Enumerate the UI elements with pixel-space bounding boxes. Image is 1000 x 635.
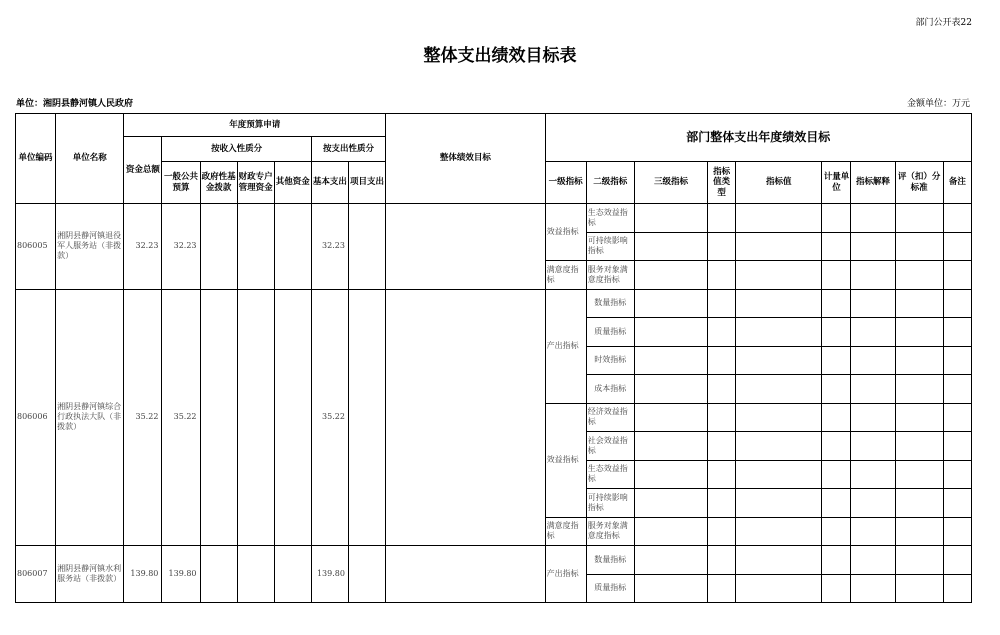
value-cell xyxy=(736,261,822,290)
level3-cell xyxy=(634,489,707,518)
page-title: 整体支出绩效目标表 xyxy=(423,46,577,66)
value-type-cell xyxy=(708,517,736,546)
level3-cell xyxy=(634,375,707,404)
value-cell xyxy=(736,574,822,603)
scoring-cell xyxy=(895,375,943,404)
level2-cell: 生态效益指标 xyxy=(586,204,634,233)
col-special-fund: 财政专户管理资金 xyxy=(237,162,274,204)
special-fund-cell xyxy=(237,289,274,546)
value-cell xyxy=(736,289,822,318)
col-value: 指标值 xyxy=(736,162,822,204)
scoring-cell xyxy=(895,232,943,261)
explanation-cell xyxy=(851,375,895,404)
value-cell xyxy=(736,204,822,233)
level1-cell: 产出指标 xyxy=(545,289,586,403)
remark-cell xyxy=(943,261,971,290)
level2-cell: 服务对象满意度指标 xyxy=(586,261,634,290)
col-other-fund: 其他资金 xyxy=(274,162,311,204)
measure-unit-cell xyxy=(822,289,851,318)
remark-cell xyxy=(943,204,971,233)
remark-cell xyxy=(943,546,971,575)
scoring-cell xyxy=(895,574,943,603)
level3-cell xyxy=(634,460,707,489)
scoring-cell xyxy=(895,204,943,233)
value-type-cell xyxy=(708,375,736,404)
basic-expense-cell: 139.80 xyxy=(311,546,348,603)
overall-goal-cell xyxy=(386,546,545,603)
value-cell xyxy=(736,318,822,347)
remark-cell xyxy=(943,318,971,347)
level3-cell xyxy=(634,432,707,461)
explanation-cell xyxy=(851,318,895,347)
col-level2: 二级指标 xyxy=(586,162,634,204)
value-type-cell xyxy=(708,261,736,290)
level1-cell: 产出指标 xyxy=(545,546,586,603)
value-cell xyxy=(736,460,822,489)
remark-cell xyxy=(943,289,971,318)
level2-cell: 时效指标 xyxy=(586,346,634,375)
level2-cell: 成本指标 xyxy=(586,375,634,404)
measure-unit-cell xyxy=(822,517,851,546)
unit-line: 单位：湘阴县静河镇人民政府 xyxy=(16,99,134,109)
project-expense-cell xyxy=(348,204,385,290)
value-cell xyxy=(736,489,822,518)
value-type-cell xyxy=(708,232,736,261)
col-level3: 三级指标 xyxy=(634,162,707,204)
level2-cell: 可持续影响指标 xyxy=(586,489,634,518)
explanation-cell xyxy=(851,289,895,318)
unit-code-cell: 806006 xyxy=(16,289,56,546)
value-cell xyxy=(736,232,822,261)
measure-unit-cell xyxy=(822,261,851,290)
measure-unit-cell xyxy=(822,204,851,233)
level2-cell: 数量指标 xyxy=(586,546,634,575)
level1-cell: 效益指标 xyxy=(545,403,586,517)
col-unit-code: 单位编码 xyxy=(16,114,56,204)
col-level1: 一级指标 xyxy=(545,162,586,204)
explanation-cell xyxy=(851,403,895,432)
level2-cell: 可持续影响指标 xyxy=(586,232,634,261)
level3-cell xyxy=(634,546,707,575)
level3-cell xyxy=(634,517,707,546)
general-budget-cell: 35.22 xyxy=(162,289,200,546)
value-type-cell xyxy=(708,289,736,318)
other-fund-cell xyxy=(274,546,311,603)
money-unit: 金额单位：万元 xyxy=(906,99,970,109)
value-type-cell xyxy=(708,318,736,347)
explanation-cell xyxy=(851,460,895,489)
gov-fund-cell xyxy=(200,289,237,546)
level2-cell: 社会效益指标 xyxy=(586,432,634,461)
col-measure-unit: 计量单位 xyxy=(822,162,851,204)
scoring-cell xyxy=(895,460,943,489)
level2-cell: 质量指标 xyxy=(586,318,634,347)
value-type-cell xyxy=(708,546,736,575)
level3-cell xyxy=(634,318,707,347)
basic-expense-cell: 32.23 xyxy=(311,204,348,290)
basic-expense-cell: 35.22 xyxy=(311,289,348,546)
remark-cell xyxy=(943,460,971,489)
level3-cell xyxy=(634,346,707,375)
measure-unit-cell xyxy=(822,432,851,461)
table-row xyxy=(16,546,972,575)
overall-goal-cell xyxy=(386,204,545,290)
value-cell xyxy=(736,546,822,575)
gov-fund-cell xyxy=(200,204,237,290)
level3-cell xyxy=(634,574,707,603)
measure-unit-cell xyxy=(822,232,851,261)
level2-cell: 质量指标 xyxy=(586,574,634,603)
col-scoring: 评（扣）分标准 xyxy=(895,162,943,204)
col-total: 资金总额 xyxy=(124,137,162,204)
scoring-cell xyxy=(895,432,943,461)
measure-unit-cell xyxy=(822,460,851,489)
value-type-cell xyxy=(708,489,736,518)
scoring-cell xyxy=(895,403,943,432)
gov-fund-cell xyxy=(200,546,237,603)
scoring-cell xyxy=(895,489,943,518)
total-cell: 139.80 xyxy=(124,546,162,603)
col-project-expense: 项目支出 xyxy=(348,162,385,204)
other-fund-cell xyxy=(274,289,311,546)
scoring-cell xyxy=(895,346,943,375)
explanation-cell xyxy=(851,546,895,575)
measure-unit-cell xyxy=(822,574,851,603)
remark-cell xyxy=(943,517,971,546)
level2-cell: 生态效益指标 xyxy=(586,460,634,489)
level3-cell xyxy=(634,204,707,233)
scoring-cell xyxy=(895,318,943,347)
total-cell: 32.23 xyxy=(124,204,162,290)
value-type-cell xyxy=(708,346,736,375)
col-overall-goal: 整体绩效目标 xyxy=(386,114,545,204)
col-remark: 备注 xyxy=(943,162,971,204)
unit-name-cell: 湘阴县静河镇水利服务站（非拨款） xyxy=(56,546,124,603)
remark-cell xyxy=(943,232,971,261)
level2-cell: 服务对象满意度指标 xyxy=(586,517,634,546)
general-budget-cell: 139.80 xyxy=(162,546,200,603)
project-expense-cell xyxy=(348,546,385,603)
special-fund-cell xyxy=(237,204,274,290)
explanation-cell xyxy=(851,517,895,546)
total-cell: 35.22 xyxy=(124,289,162,546)
measure-unit-cell xyxy=(822,546,851,575)
measure-unit-cell xyxy=(822,489,851,518)
scoring-cell xyxy=(895,289,943,318)
level1-cell: 效益指标 xyxy=(545,204,586,261)
col-basic-expense: 基本支出 xyxy=(311,162,348,204)
form-number: 部门公开表22 xyxy=(915,18,972,28)
special-fund-cell xyxy=(237,546,274,603)
remark-cell xyxy=(943,403,971,432)
col-budget-request: 年度预算申请 xyxy=(124,114,386,137)
level3-cell xyxy=(634,403,707,432)
level1-cell: 满意度指标 xyxy=(545,517,586,546)
explanation-cell xyxy=(851,232,895,261)
level3-cell xyxy=(634,289,707,318)
value-cell xyxy=(736,375,822,404)
performance-table xyxy=(15,113,972,603)
value-type-cell xyxy=(708,204,736,233)
level2-cell: 经济效益指标 xyxy=(586,403,634,432)
explanation-cell xyxy=(851,574,895,603)
col-value-type: 指标值类型 xyxy=(708,162,736,204)
explanation-cell xyxy=(851,489,895,518)
col-explanation: 指标解释 xyxy=(851,162,895,204)
remark-cell xyxy=(943,375,971,404)
overall-goal-cell xyxy=(386,289,545,546)
table-row xyxy=(16,204,972,233)
measure-unit-cell xyxy=(822,403,851,432)
value-cell xyxy=(736,432,822,461)
remark-cell xyxy=(943,346,971,375)
unit-code-cell: 806007 xyxy=(16,546,56,603)
unit-code-cell: 806005 xyxy=(16,204,56,290)
col-general-budget: 一般公共预算 xyxy=(162,162,200,204)
remark-cell xyxy=(943,489,971,518)
level1-cell: 满意度指标 xyxy=(545,261,586,290)
level3-cell xyxy=(634,232,707,261)
scoring-cell xyxy=(895,517,943,546)
scoring-cell xyxy=(895,261,943,290)
remark-cell xyxy=(943,574,971,603)
value-cell xyxy=(736,517,822,546)
level3-cell xyxy=(634,261,707,290)
scoring-cell xyxy=(895,546,943,575)
remark-cell xyxy=(943,432,971,461)
other-fund-cell xyxy=(274,204,311,290)
level2-cell: 数量指标 xyxy=(586,289,634,318)
unit-name-cell: 湘阴县静河镇综合行政执法大队（非拨款） xyxy=(56,289,124,546)
measure-unit-cell xyxy=(822,318,851,347)
value-type-cell xyxy=(708,460,736,489)
measure-unit-cell xyxy=(822,346,851,375)
measure-unit-cell xyxy=(822,375,851,404)
explanation-cell xyxy=(851,346,895,375)
unit-name-cell: 湘阴县静河镇退役军人服务站（非拨款） xyxy=(56,204,124,290)
value-cell xyxy=(736,346,822,375)
col-dept-goal: 部门整体支出年度绩效目标 xyxy=(545,114,971,162)
value-type-cell xyxy=(708,574,736,603)
value-type-cell xyxy=(708,403,736,432)
value-cell xyxy=(736,403,822,432)
general-budget-cell: 32.23 xyxy=(162,204,200,290)
value-type-cell xyxy=(708,432,736,461)
explanation-cell xyxy=(851,432,895,461)
explanation-cell xyxy=(851,261,895,290)
table-row xyxy=(16,289,972,318)
col-by-income: 按收入性质分 xyxy=(162,137,311,162)
explanation-cell xyxy=(851,204,895,233)
col-by-expense: 按支出性质分 xyxy=(311,137,385,162)
col-unit-name: 单位名称 xyxy=(56,114,124,204)
project-expense-cell xyxy=(348,289,385,546)
col-gov-fund: 政府性基金拨款 xyxy=(200,162,237,204)
